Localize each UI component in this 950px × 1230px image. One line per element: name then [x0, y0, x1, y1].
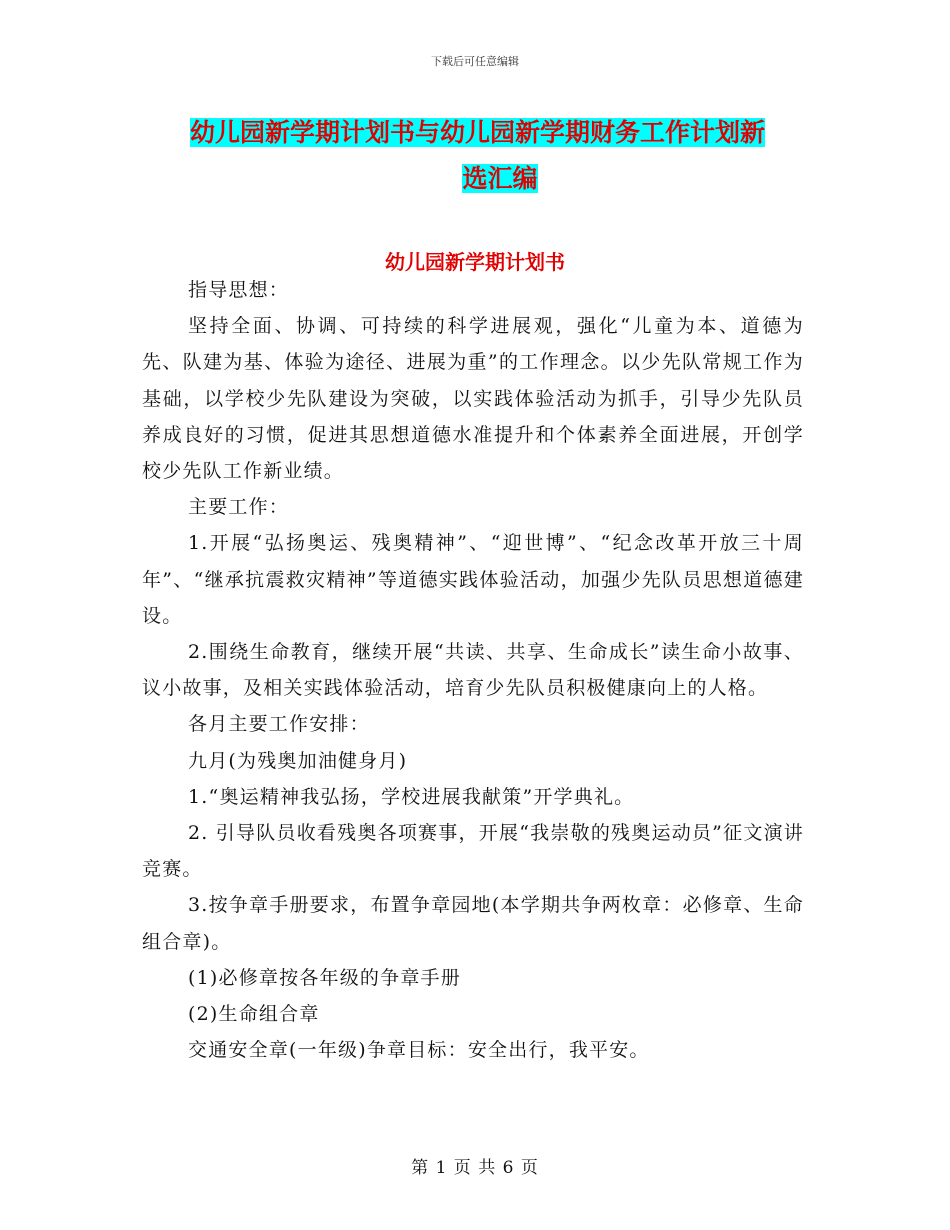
paragraph: 3.按争章手册要求，布置争章园地(本学期共争两枚章：必修章、生命组合章)。: [142, 894, 804, 953]
paragraph: 1.“奥运精神我弘扬，学校进展我献策”开学典礼。: [188, 785, 635, 808]
paragraph: 1.开展“弘扬奥运、残奥精神”、“迎世博”、“纪念改革开放三十周年”、“继承抗震救灾精神”等道德实践体验活动，加强少先队员思想道德建设。: [142, 532, 804, 627]
paragraph: 主要工作：: [188, 496, 290, 519]
paragraph: 指导思想：: [188, 279, 290, 301]
document-body: [142, 272, 804, 1068]
title-line-2-wrap: [190, 156, 810, 202]
title-line-1: 幼儿园新学期计划书与幼儿园新学期财务工作计划新: [190, 118, 766, 147]
paragraph: 2.围绕生命教育，继续开展“共读、共享、生命成长”读生命小故事、议小故事，及相关实践体验活动，培育少先队员积极健康向上的人格。: [142, 641, 804, 700]
title-line-2: 选汇编: [462, 164, 538, 193]
paragraph: (2)生命组合章: [188, 1003, 320, 1026]
paragraph: 交通安全章(一年级)争章目标：安全出行，我平安。: [188, 1039, 650, 1062]
section-title: 幼儿园新学期计划书: [385, 250, 565, 274]
document-title: [190, 110, 810, 202]
download-note: 下载后可任意编辑: [431, 55, 519, 68]
paragraph: (1)必修章按各年级的争章手册: [188, 966, 461, 989]
paragraph: 2. 引导队员收看残奥各项赛事，开展“我崇敬的残奥运动员”征文演讲竞赛。: [142, 822, 804, 881]
paragraph: 坚持全面、协调、可持续的科学进展观，强化“儿童为本、道德为先、队建为基、体验为途径、进展为重”的工作理念。以少先队常规工作为基础，以学校少先队建设为突破，以实践体验活动为抓手，引导少先队员养成良好的习惯，促进其思想道德水准提升和个体素养全面进展，开创学校少先队工作新业绩。: [142, 315, 804, 483]
page-footer: 第 1 页 共 6 页: [411, 1158, 539, 1178]
paragraph: 九月(为残奥加油健身月): [188, 749, 408, 772]
paragraph: 各月主要工作安排：: [188, 713, 370, 736]
